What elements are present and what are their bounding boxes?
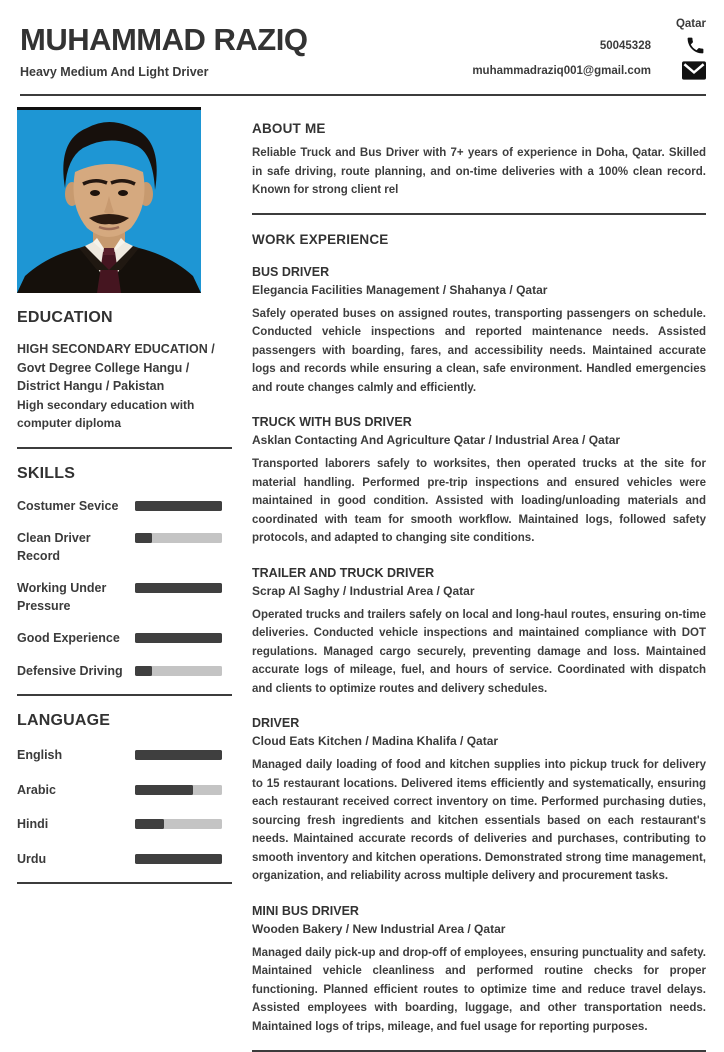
skill-label: Costumer Sevice [17, 498, 119, 513]
language-bar [135, 819, 222, 829]
phone-number: 50045328 [599, 39, 651, 52]
education-heading: EDUCATION [17, 309, 113, 326]
job-description: Safely operated buses on assigned routes, transporting passengers on schedule. Conducted vehicle inspections and reported maintenance needs. Assisted passengers with boarding, fares, and accessibility needs. Maintained accurate logs and records while ensuring a clean, safe environment. Handled emergencies and route changes calmly and efficiently. [252, 307, 706, 394]
language-bar-fill [135, 785, 193, 795]
header-divider [20, 94, 706, 96]
portrait-photo [17, 107, 201, 293]
skill-label: Defensive Driving [17, 663, 123, 678]
job-entry [252, 265, 706, 398]
job-company: Asklan Contacting And Agriculture Qatar / Industrial Area / Qatar [252, 433, 621, 447]
sidebar [17, 107, 232, 1052]
skill-row [17, 498, 232, 516]
skill-label: Good Experience [17, 631, 120, 645]
language-row [17, 851, 232, 869]
language-bar [135, 785, 222, 795]
skill-bar [135, 666, 222, 676]
language-bar-fill [135, 750, 222, 760]
main-column [252, 107, 706, 1052]
education-description: High secondary education with computer diploma [17, 397, 195, 430]
header-identity [20, 16, 307, 95]
email-icon [682, 61, 706, 80]
page-title: MUHAMMAD RAZIQ [20, 22, 308, 57]
phone-icon [682, 35, 706, 56]
skills-heading: SKILLS [17, 464, 76, 482]
contact-location-row [676, 18, 706, 30]
job-description: Transported laborers safely to worksites, then operated trucks at the site for material handling. Performed pre-trip inspections and ensured vehicles were maintained in good condition. Assisted with loading/unloading materials and coordinated with team for smooth workflow. Maintained logs, followed safety protocols, and adapted to changing site conditions. [252, 458, 706, 544]
language-row [17, 816, 232, 834]
language-bar-fill [135, 854, 222, 864]
job-title: TRAILER AND TRUCK DRIVER [252, 565, 435, 580]
job-description: Operated trucks and trailers safely on local and long-haul routes, ensuring on-time deliveries. Conducted vehicle inspections and maintained compliance with DOT regulations. Managed cargo securely, preventing damage and loss. Maintained accurate logs of mileage, fuel, and hours of service. Coordinated with dispatch and clients to optimize routes and delivery schedules. [252, 608, 706, 695]
skill-row [17, 580, 232, 615]
work-experience-heading: WORK EXPERIENCE [252, 231, 389, 247]
sidebar-divider [17, 694, 232, 696]
about-text: Reliable Truck and Bus Driver with 7+ years of experience in Doha, Qatar. Skilled in safe driving, route planning, and on-time deliveries with a 100% clean record. Known for strong client rel [252, 147, 706, 196]
skill-bar [135, 633, 222, 643]
language-label: Arabic [17, 782, 56, 797]
contact-phone-row [600, 35, 706, 56]
job-title: BUS DRIVER [252, 264, 330, 279]
contact-block [472, 18, 706, 95]
skill-bar [135, 583, 222, 593]
job-entry [252, 415, 706, 548]
skill-bar-fill [135, 501, 222, 511]
language-row [17, 782, 232, 800]
content-columns [0, 95, 724, 1052]
skill-row [17, 530, 232, 565]
skill-label: Clean Driver Record [17, 531, 91, 563]
skill-bar-fill [135, 533, 152, 543]
job-company: Wooden Bakery / New Industrial Area / Qatar [252, 921, 506, 936]
language-label: Urdu [17, 851, 47, 866]
main-divider [252, 213, 706, 215]
language-heading: LANGUAGE [17, 712, 111, 729]
skill-label: Working Under Pressure [17, 581, 107, 613]
job-description: Managed daily pick-up and drop-off of employees, ensuring punctuality and safety. Maintained vehicle cleanliness and performed routine checks for proper functioning. Planned efficient routes to optimize time and reduce travel delays. Assisted employees with boarding, luggage, and other transportation needs. Maintained logs of trips, mileage, and fuel usage for reporting purposes. [252, 946, 706, 1033]
job-description: Managed daily loading of food and kitchen supplies into pickup truck for delivery to 15 restaurant locations. Delivered items efficiently and systematically, ensuring each restaurant received correct inventory on time. Performed purchasing duties, sourcing fresh ingredients and kitchen essentials based on each restaurant's needs. Maintained accurate records of deliveries and purchases, contributing to smooth inventory and kitchen operations. Demonstrated strong time management, organization, and reliability across multiple delivery and procurement tasks. [252, 759, 706, 882]
language-label: Hindi [17, 817, 49, 831]
language-bar-fill [135, 819, 164, 829]
profession-subtitle: Heavy Medium And Light Driver [20, 65, 209, 79]
email-address: muhammadraziq001@gmail.com [472, 64, 651, 77]
sidebar-divider [17, 447, 232, 449]
language-row [17, 747, 232, 765]
job-title: TRUCK WITH BUS DRIVER [252, 415, 412, 429]
contact-email-row [472, 61, 706, 80]
job-entry [252, 904, 706, 1037]
location-text: Qatar [675, 18, 706, 30]
job-company: Cloud Eats Kitchen / Madina Khalifa / Qatar [252, 734, 499, 748]
skill-row [17, 663, 232, 681]
job-company: Elegancia Facilities Management / Shahanya / Qatar [252, 282, 548, 297]
skill-row [17, 630, 232, 648]
skill-bar-fill [135, 666, 152, 676]
skill-bar [135, 533, 222, 543]
skill-bar-fill [135, 633, 222, 643]
language-bar [135, 750, 222, 760]
job-title: DRIVER [252, 716, 300, 730]
about-heading: ABOUT ME [252, 121, 326, 136]
skill-bar-fill [135, 583, 222, 593]
skill-bar [135, 501, 222, 511]
job-entry [252, 716, 706, 886]
job-company: Scrap Al Saghy / Industrial Area / Qatar [252, 583, 475, 598]
education-degree: HIGH SECONDARY EDUCATION / Govt Degree College Hangu / District Hangu / Pakistan [17, 342, 215, 393]
sidebar-divider [17, 882, 232, 884]
job-title: MINI BUS DRIVER [252, 903, 359, 918]
language-bar [135, 854, 222, 864]
header [0, 0, 724, 95]
job-entry [252, 566, 706, 699]
language-label: English [17, 748, 63, 762]
